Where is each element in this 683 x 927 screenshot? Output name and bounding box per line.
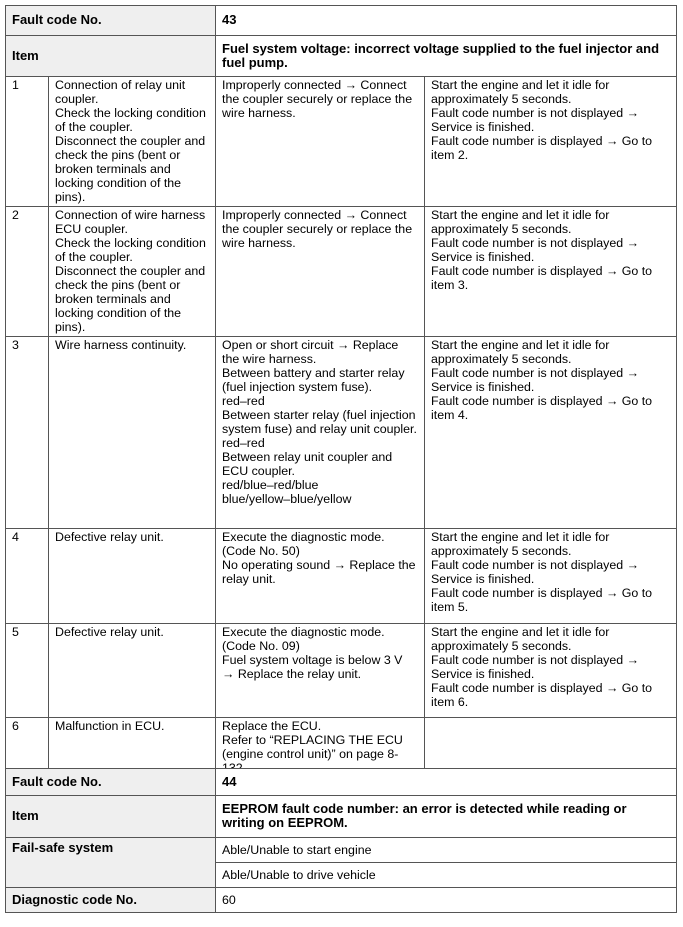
row-number: 5 xyxy=(6,624,49,718)
row-cause: Connection of wire harness ECU coupler. Check the locking condition of the coupler. Disconnect the coupler and check the pins (bent or broken terminals and locking condition of the pins). xyxy=(49,207,216,337)
row-number: 6 xyxy=(6,718,49,786)
item-row xyxy=(6,796,677,838)
row-number: 2 xyxy=(6,207,49,337)
fault-code-label: Fault code No. xyxy=(6,769,216,796)
row-action: Start the engine and let it idle for approximately 5 seconds. Fault code number is not displayed → Service is finished. Fault code number is displayed → Go to item 5. xyxy=(425,529,677,624)
row-check: Execute the diagnostic mode. (Code No. 09) Fuel system voltage is below 3 V → Replace the relay unit. xyxy=(216,624,425,718)
table-row xyxy=(6,624,677,718)
fault-code-44-table xyxy=(5,768,677,913)
fault-code-43-table xyxy=(5,5,677,786)
fault-code-value: 43 xyxy=(216,6,677,36)
item-description: EEPROM fault code number: an error is detected while reading or writing on EEPROM. xyxy=(216,796,677,838)
failsafe-label: Fail-safe system xyxy=(6,838,216,888)
row-cause: Defective relay unit. xyxy=(49,624,216,718)
item-label: Item xyxy=(6,36,216,77)
diagnostic-code-value: 60 xyxy=(216,888,677,913)
failsafe-drive-vehicle: Able/Unable to drive vehicle xyxy=(216,863,677,888)
row-number: 1 xyxy=(6,77,49,207)
fault-code-row xyxy=(6,6,677,36)
fault-code-row xyxy=(6,769,677,796)
item-label: Item xyxy=(6,796,216,838)
row-check: Improperly connected → Connect the coupler securely or replace the wire harness. xyxy=(216,77,425,207)
table-row xyxy=(6,529,677,624)
row-check: Execute the diagnostic mode. (Code No. 50) No operating sound → Replace the relay unit. xyxy=(216,529,425,624)
row-check: Open or short circuit → Replace the wire harness. Between battery and starter relay (fuel injection system fuse). red–red Between starter relay (fuel injection system fuse) and relay unit coupler. red–red Between relay unit coupler and ECU coupler. red/blue–red/blue blue/yellow–blue/yellow xyxy=(216,337,425,529)
failsafe-row xyxy=(6,838,677,863)
row-action: Start the engine and let it idle for approximately 5 seconds. Fault code number is not displayed → Service is finished. Fault code number is displayed → Go to item 3. xyxy=(425,207,677,337)
row-action: Start the engine and let it idle for approximately 5 seconds. Fault code number is not displayed → Service is finished. Fault code number is displayed → Go to item 4. xyxy=(425,337,677,529)
row-number: 3 xyxy=(6,337,49,529)
row-action: Start the engine and let it idle for approximately 5 seconds. Fault code number is not displayed → Service is finished. Fault code number is displayed → Go to item 2. xyxy=(425,77,677,207)
table-row xyxy=(6,77,677,207)
row-cause: Malfunction in ECU. xyxy=(49,718,216,786)
fault-code-value: 44 xyxy=(216,769,677,796)
table-row xyxy=(6,337,677,529)
row-cause: Wire harness continuity. xyxy=(49,337,216,529)
row-check: Improperly connected → Connect the coupler securely or replace the wire harness. xyxy=(216,207,425,337)
item-description: Fuel system voltage: incorrect voltage supplied to the fuel injector and fuel pump. xyxy=(216,36,677,77)
row-cause: Defective relay unit. xyxy=(49,529,216,624)
diagnostic-code-label: Diagnostic code No. xyxy=(6,888,216,913)
row-cause: Connection of relay unit coupler. Check the locking condition of the coupler. Disconnect the coupler and check the pins (bent or broken terminals and locking condition of the pins). xyxy=(49,77,216,207)
row-number: 4 xyxy=(6,529,49,624)
fault-code-label: Fault code No. xyxy=(6,6,216,36)
item-row xyxy=(6,36,677,77)
table-row xyxy=(6,207,677,337)
diagnostic-row xyxy=(6,888,677,913)
row-action: Start the engine and let it idle for approximately 5 seconds. Fault code number is not displayed → Service is finished. Fault code number is displayed → Go to item 6. xyxy=(425,624,677,718)
failsafe-start-engine: Able/Unable to start engine xyxy=(216,838,677,863)
row-check: Replace the ECU. Refer to “REPLACING THE ECU (engine control unit)” on page 8- xyxy=(216,718,425,786)
